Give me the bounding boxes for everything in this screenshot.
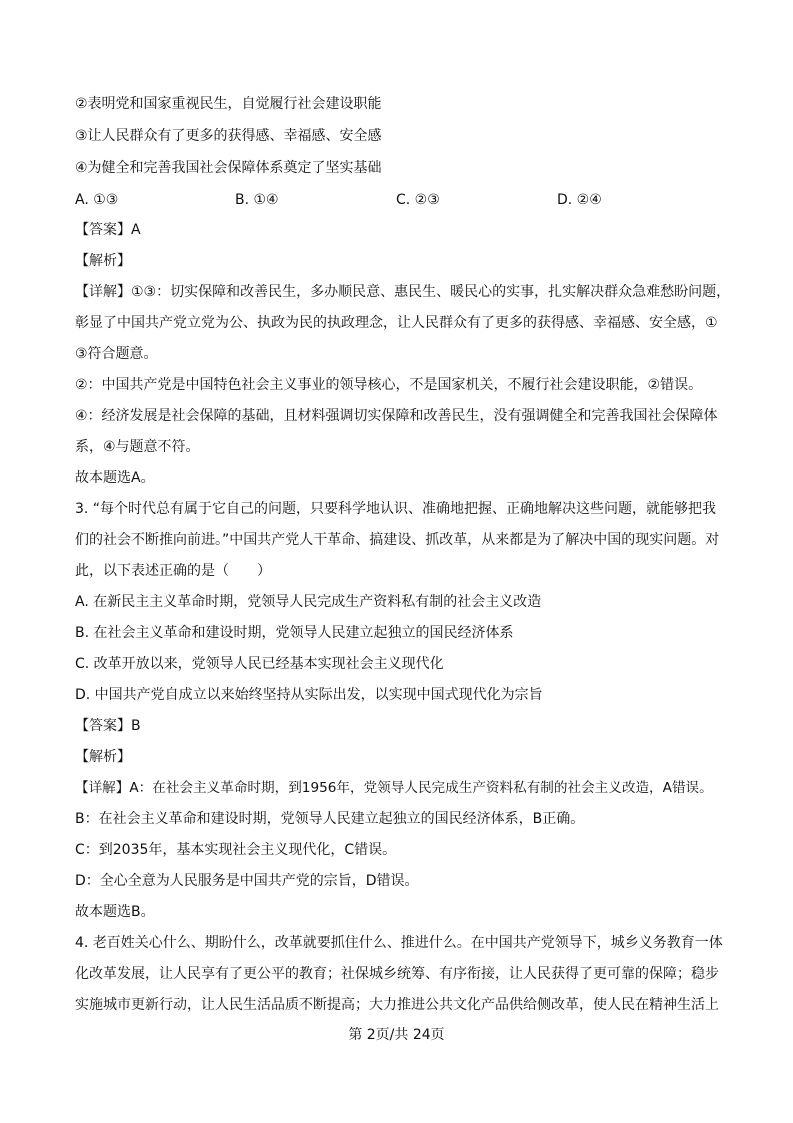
q3-analysis-label: 【解析】	[75, 749, 131, 765]
q3-detail-line: B：在社会主义革命和建设时期，党领导人民建立起独立的国民经济体系，B正确。	[75, 811, 585, 827]
option-item-3: ③让人民群众有了更多的获得感、幸福感、安全感	[75, 128, 382, 144]
q2-analysis-label: 【解析】	[75, 253, 131, 269]
q4-stem-line: 化改革发展，让人民享有了更公平的教育；社保城乡统筹、有序衔接，让人民获得了更可靠的保障；稳步	[75, 966, 719, 982]
q3-stem-line: 此，以下表述正确的是（ ）	[75, 563, 271, 579]
option-item-2: ②表明党和国家重视民生，自觉履行社会建设职能	[75, 96, 382, 112]
q2-detail-line: ②：中国共产党是中国特色社会主义事业的领导核心，不是国家机关，不履行社会建设职能，②错误。	[75, 377, 703, 393]
option-item-4: ④为健全和完善我国社会保障体系奠定了坚实基础	[75, 160, 382, 176]
q2-answer: 【答案】A	[75, 222, 141, 238]
q3-stem-line: 们的社会不断推向前进。”中国共产党人干革命、搞建设、抓改革，从来都是为了解决中国的现实问题。对	[75, 532, 720, 548]
q2-detail-line: ③符合题意。	[75, 346, 158, 362]
q3-detail-line: D：全心全意为人民服务是中国共产党的宗旨，D错误。	[75, 873, 419, 889]
q3-detail-line: 【详解】A：在社会主义革命时期，到1956年，党领导人民完成生产资料私有制的社会主义改造，A错误。	[75, 780, 713, 796]
q3-option-b: B. 在社会主义革命和建设时期，党领导人民建立起独立的国民经济体系	[75, 625, 514, 641]
q2-detail-line: 系，④与题意不符。	[75, 439, 200, 455]
q3-stem-line: 3. “每个时代总有属于它自己的问题，只要科学地认识、准确地把握、正确地解决这些问题，就能够把我	[75, 501, 717, 517]
q2-detail-line: 【详解】①③：切实保障和改善民生，多办顺民意、惠民生、暖民心的实事，扎实解决群众急难愁盼问题，	[75, 284, 731, 300]
q3-option-c: C. 改革开放以来，党领导人民已经基本实现社会主义现代化	[75, 656, 444, 672]
q4-stem-line: 4. 老百姓关心什么、期盼什么，改革就要抓住什么、推进什么。在中国共产党领导下，城乡义务教育一体	[75, 935, 723, 951]
q3-answer: 【答案】B	[75, 718, 141, 734]
q2-option-d: D. ②④	[557, 192, 602, 208]
q2-option-c: C. ②③	[396, 192, 440, 208]
page-number-footer: 第 2页/共 24页	[348, 1027, 445, 1043]
q2-conclusion: 故本题选A。	[75, 470, 155, 486]
q4-stem-line: 实施城市更新行动，让人民生活品质不断提高；大力推进公共文化产品供给侧改革，使人民在精神生活上	[75, 997, 719, 1013]
q3-conclusion: 故本题选B。	[75, 904, 155, 920]
q2-detail-line: 彰显了中国共产党立党为公、执政为民的执政理念，让人民群众有了更多的获得感、幸福感、安全感，①	[75, 315, 718, 331]
q2-detail-line: ④：经济发展是社会保障的基础，且材料强调切实保障和改善民生，没有强调健全和完善我国社会保障体	[75, 408, 718, 424]
q3-detail-line: C：到2035年，基本实现社会主义现代化，C错误。	[75, 842, 397, 858]
q3-option-d: D. 中国共产党自成立以来始终坚持从实际出发，以实现中国式现代化为宗旨	[75, 687, 543, 703]
q2-option-b: B. ①④	[235, 192, 279, 208]
q3-option-a: A. 在新民主主义革命时期，党领导人民完成生产资料私有制的社会主义改造	[75, 594, 542, 610]
q2-option-a: A. ①③	[75, 192, 119, 208]
